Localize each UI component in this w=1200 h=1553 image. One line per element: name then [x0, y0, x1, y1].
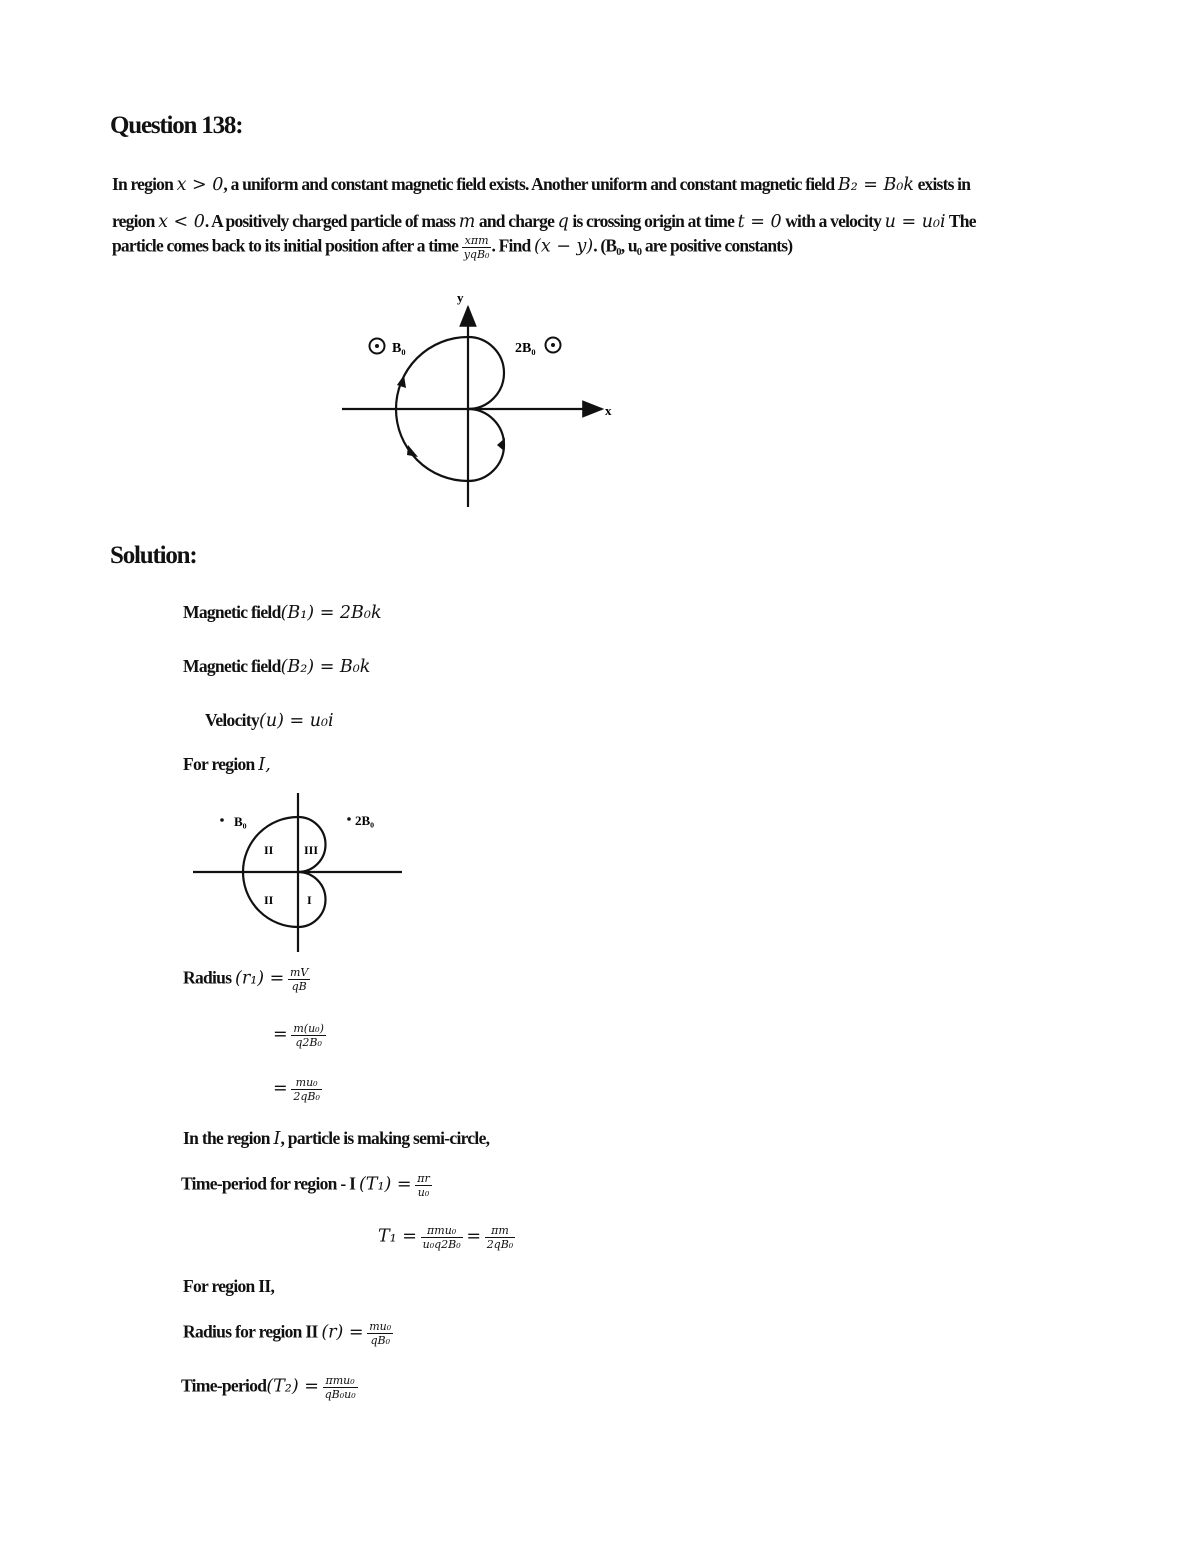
question-line-1: In region x > 0, a uniform and constant magnetic field exists. Another uniform and constant magnetic field B₂ = B₀k exists in: [112, 174, 971, 195]
regions-figure: [190, 790, 405, 955]
region-III-label: III: [304, 843, 319, 857]
field-b2-expression: B₂ = B₀k: [837, 175, 914, 195]
question-line-2: region x < 0. A positively charged particle of mass m and charge q is crossing origin at time t = 0 with a velocity u = u₀i The: [112, 211, 976, 232]
region-II-bottom-label: II: [264, 893, 274, 907]
direction-arrow-upper-left: [397, 375, 406, 388]
time-period-1-line: Time-period for region - I (T₁) = $\frac{\pi r}{\text{u₀}}$: [181, 1172, 430, 1199]
field-dot-left: [220, 818, 224, 822]
time-fraction: $\frac{\text{xπm}}{\text{yqB₀}}$: [463, 234, 490, 261]
region-II-top-label: II: [264, 843, 274, 857]
direction-arrow-lower-right: [497, 438, 505, 451]
radius-1-line: Radius (r₁) = $\frac{mV}{qB}$: [183, 966, 309, 993]
semicircle-statement: In the region I, particle is making semi-circle,: [183, 1128, 490, 1149]
radius-1-step-2: = $\frac{\text{m(u₀)}}{\text{q2B₀}}$: [273, 1022, 324, 1049]
x-axis-label: x: [605, 403, 612, 418]
regions-right-field-label: 2B₀: [355, 813, 375, 828]
regions-left-field-label: B₀: [234, 814, 247, 829]
direction-arrow-lower-left: [407, 445, 418, 457]
t1-result-line: T₁ = $\frac{\text{πmu₀}}{\text{u₀q2B₀}}$ = $\frac{\pi m}{\text{2qB₀}}$: [378, 1224, 514, 1251]
question-title: Question 138:: [110, 112, 243, 139]
velocity-line: Velocity(u) = u₀i: [205, 710, 334, 731]
field-b1-line: Magnetic field(B₁) = 2B₀k: [183, 602, 382, 623]
right-field-label: 2B₀: [515, 341, 536, 356]
solution-title: Solution:: [110, 542, 197, 569]
left-field-label: B₀: [392, 341, 406, 356]
field-dot-right: [347, 817, 351, 821]
upper-right-semicircle-path: [468, 337, 504, 409]
time-period-2-line: Time-period(T₂) = $\frac{\text{πmu₀}}{\text{qB₀u₀}}$: [181, 1374, 356, 1401]
trajectory-figure: [330, 285, 630, 515]
field-b2-line: Magnetic field(B₂) = B₀k: [183, 656, 371, 677]
question-line-3: particle comes back to its initial position after a time $\frac{\text{xπm}}{\text{yqB₀}}$ . Find (x − y). (B₀, u₀ are positive constants): [112, 234, 793, 261]
y-axis-label: y: [457, 290, 464, 305]
radius-1-step-3: = $\frac{\text{mu₀}}{\text{2qB₀}}$: [273, 1076, 320, 1103]
velocity-expression: u = u₀i: [884, 212, 946, 232]
region-I-label: I: [307, 893, 312, 907]
radius-2-line: Radius for region II (r) = $\frac{\text{mu₀}}{\text{qB₀}}$: [183, 1320, 392, 1347]
region-2-heading: For region II,: [183, 1276, 275, 1296]
region-1-heading: For region I,: [183, 754, 271, 775]
